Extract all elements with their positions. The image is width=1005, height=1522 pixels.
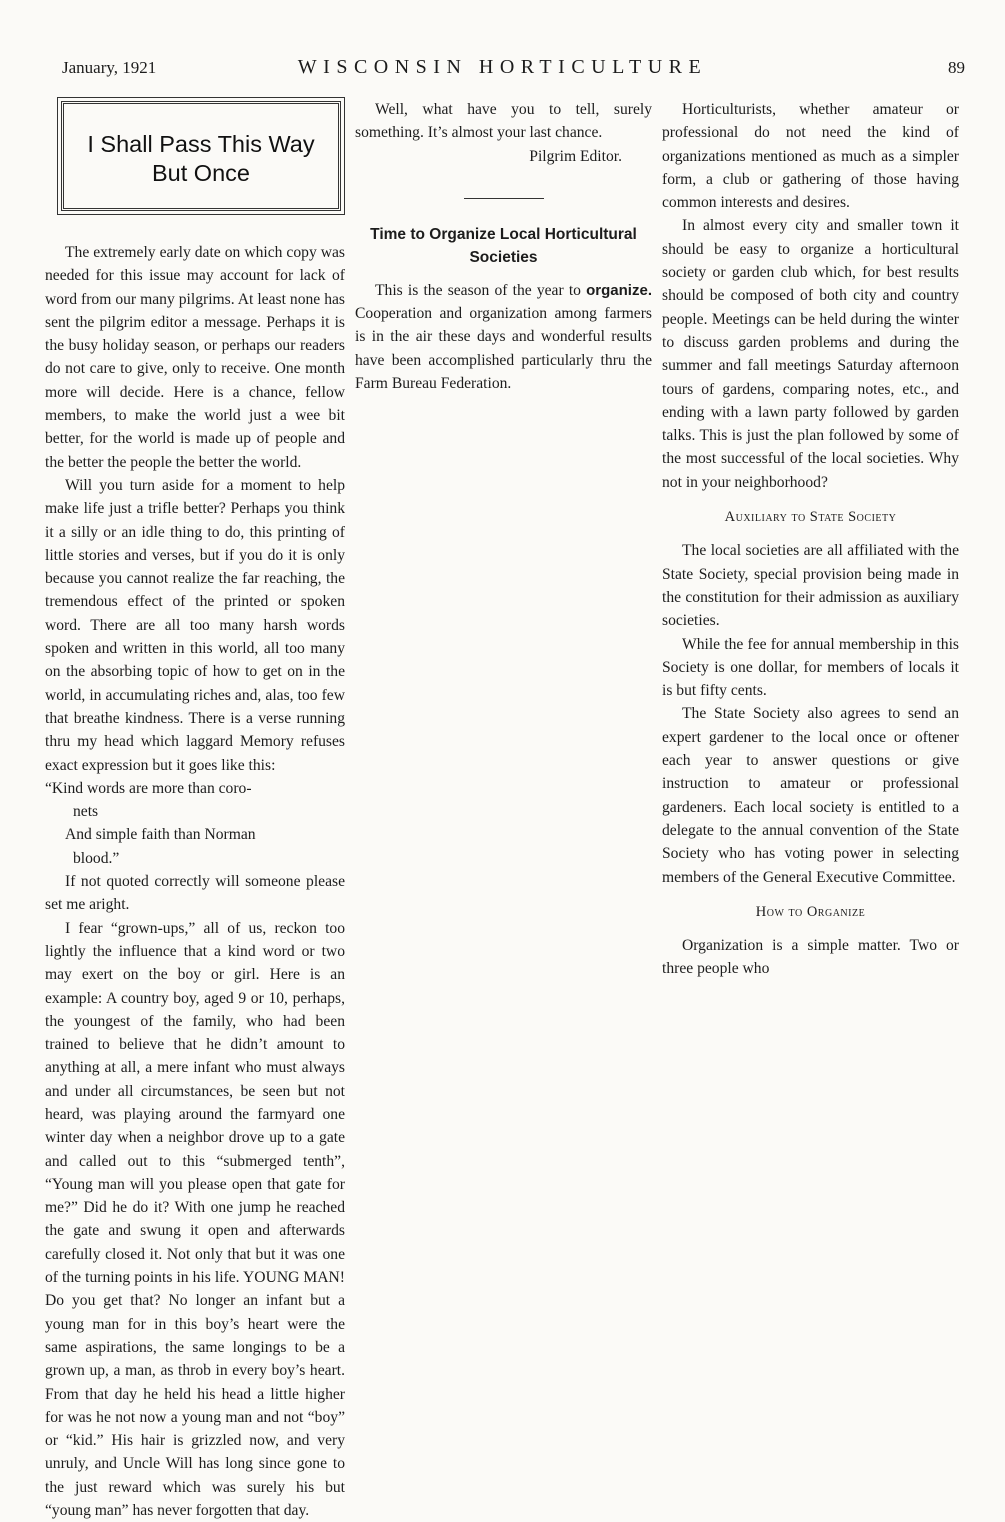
paragraph (355, 279, 652, 395)
paragraph: Organization is a simple matter. Two or three people who (662, 937, 959, 978)
poem-quote (45, 777, 345, 870)
paragraph: Well, what have you to tell, surely something. It’s almost your last chance. (355, 101, 652, 142)
page-number: 89 (948, 58, 965, 77)
article-title-line-2: But Once (152, 160, 250, 186)
article-2-title: Time to Organize Local Horticultural Societies (370, 225, 637, 266)
paragraph: Horticulturists, whether amateur or professional do not need the kind of organizations mentioned as much as a simpler form, a club or gathering of those having common interests and desires. (662, 101, 959, 212)
column-1 (45, 98, 345, 1522)
text-run: Cooperation and organization among farmers is in the air these days and wonderful results have been accomplished particularly thru the Farm Bureau Federation. (355, 305, 652, 393)
poem-line: And simple faith than Norman (65, 826, 256, 844)
column-2 (355, 98, 652, 395)
text-run: This is the season of the year to (375, 281, 587, 299)
subheading: Auxiliary to State Society (724, 509, 897, 526)
article-body (45, 241, 345, 1522)
paragraph: While the fee for annual membership in this Society is one dollar, for members of locals it is but fifty cents. (662, 635, 959, 700)
paragraph: The State Society also agrees to send an expert gardener to the local once or oftener each year to answer questions or give instruction to amateur or professional gardeners. Each local society is entitled to a delegate to the annual convention of the State Society who has voting power in selecting members of the General Executive Committee. (662, 705, 959, 886)
paragraph: If not quoted correctly will someone please set me aright. (45, 873, 345, 914)
article-title-line-1: I Shall Pass This Way (87, 131, 315, 157)
section-divider (464, 198, 544, 199)
subheading: How to Organize (755, 903, 866, 920)
paragraph: In almost every city and smaller town it should be easy to organize a horticultural society or garden club which, for best results should be composed of both city and country people. Meetings can be held during the winter to discuss garden problems and during the summer and fall meetings Saturday afternoon tours of gardens, comparing notes, etc., and ending with a lawn party followed by garden talks. This is just the plan followed by some of the most successful of the local societies. Why not in your neighborhood? (662, 217, 959, 491)
poem-line: “Kind words are more than coro- (45, 779, 252, 797)
issue-date: January, 1921 (62, 58, 157, 77)
signature: Pilgrim Editor. (529, 147, 622, 165)
emphasis: organize. (586, 281, 652, 299)
page-header (40, 58, 965, 84)
paragraph: The extremely early date on which copy was needed for this issue may account for lack of word from our many pilgrims. At least none has sent the pilgrim editor a message. Perhaps it is the busy holiday season, or perhaps our readers do not care to give, only to receive. One month more will decide. Here is a chance, fellow members, to make the world just a wee bit better, for the world is made up of people and the better the people the better the world. (45, 244, 345, 471)
magazine-title: WISCONSIN HORTICULTURE (297, 56, 708, 78)
paragraph: I fear “grown-ups,” all of us, reckon too lightly the influence that a kind word or two may exert on the boy or girl. Here is an example: A country boy, aged 9 or 10, perhaps, the youngest of the family, who had been trained to believe that he didn’t amount to anything at all, a mere infant who must always and under all circumstances, be seen but not heard, was playing around the farmyard one winter day when a neighbor drove up to a gate and called out to this “submerged tenth”, “Young man will you please open that gate for me?” Did he do it? With one jump he reached the gate and swung it open and afterwards carefully closed it. Not only that but it was one of the turning points in his life. YOUNG MAN! Do you get that? No longer an infant but a young man for in this boy’s heart were the same aspirations, the same longings to be a grown up, a man, as throb in every boy’s heart. From that day he held his head a little higher for was he not now a young man and not “boy” or “kid.” His hair is grizzled now, and very unruly, and Uncle Will has long since gone to the just reward which was surely his but “young man” has never forgotten that day. (45, 919, 345, 1520)
paragraph: The local societies are all affiliated with the State Society, special provision being made in the constitution for their admission as auxiliary societies. (662, 542, 959, 630)
paragraph: Will you turn aside for a moment to help make life just a trifle better? Perhaps you think it a silly or an idle thing to do, this printing of little stories and verses, but if you do it is only because you cannot realize the far reaching, the tremendous effect of the printed or spoken word. There are all too many harsh words spoken and written in this world, all too many on the absorbing topic of how to get on in the world, in accumulating riches and, alas, too few that breathe kindness. There is a verse running thru my head which laggard Memory refuses exact expression but it goes like this: (45, 476, 345, 774)
article-title-box (61, 101, 341, 211)
poem-line: nets (73, 803, 99, 821)
poem-line: blood.” (73, 849, 120, 867)
column-3 (662, 98, 959, 981)
